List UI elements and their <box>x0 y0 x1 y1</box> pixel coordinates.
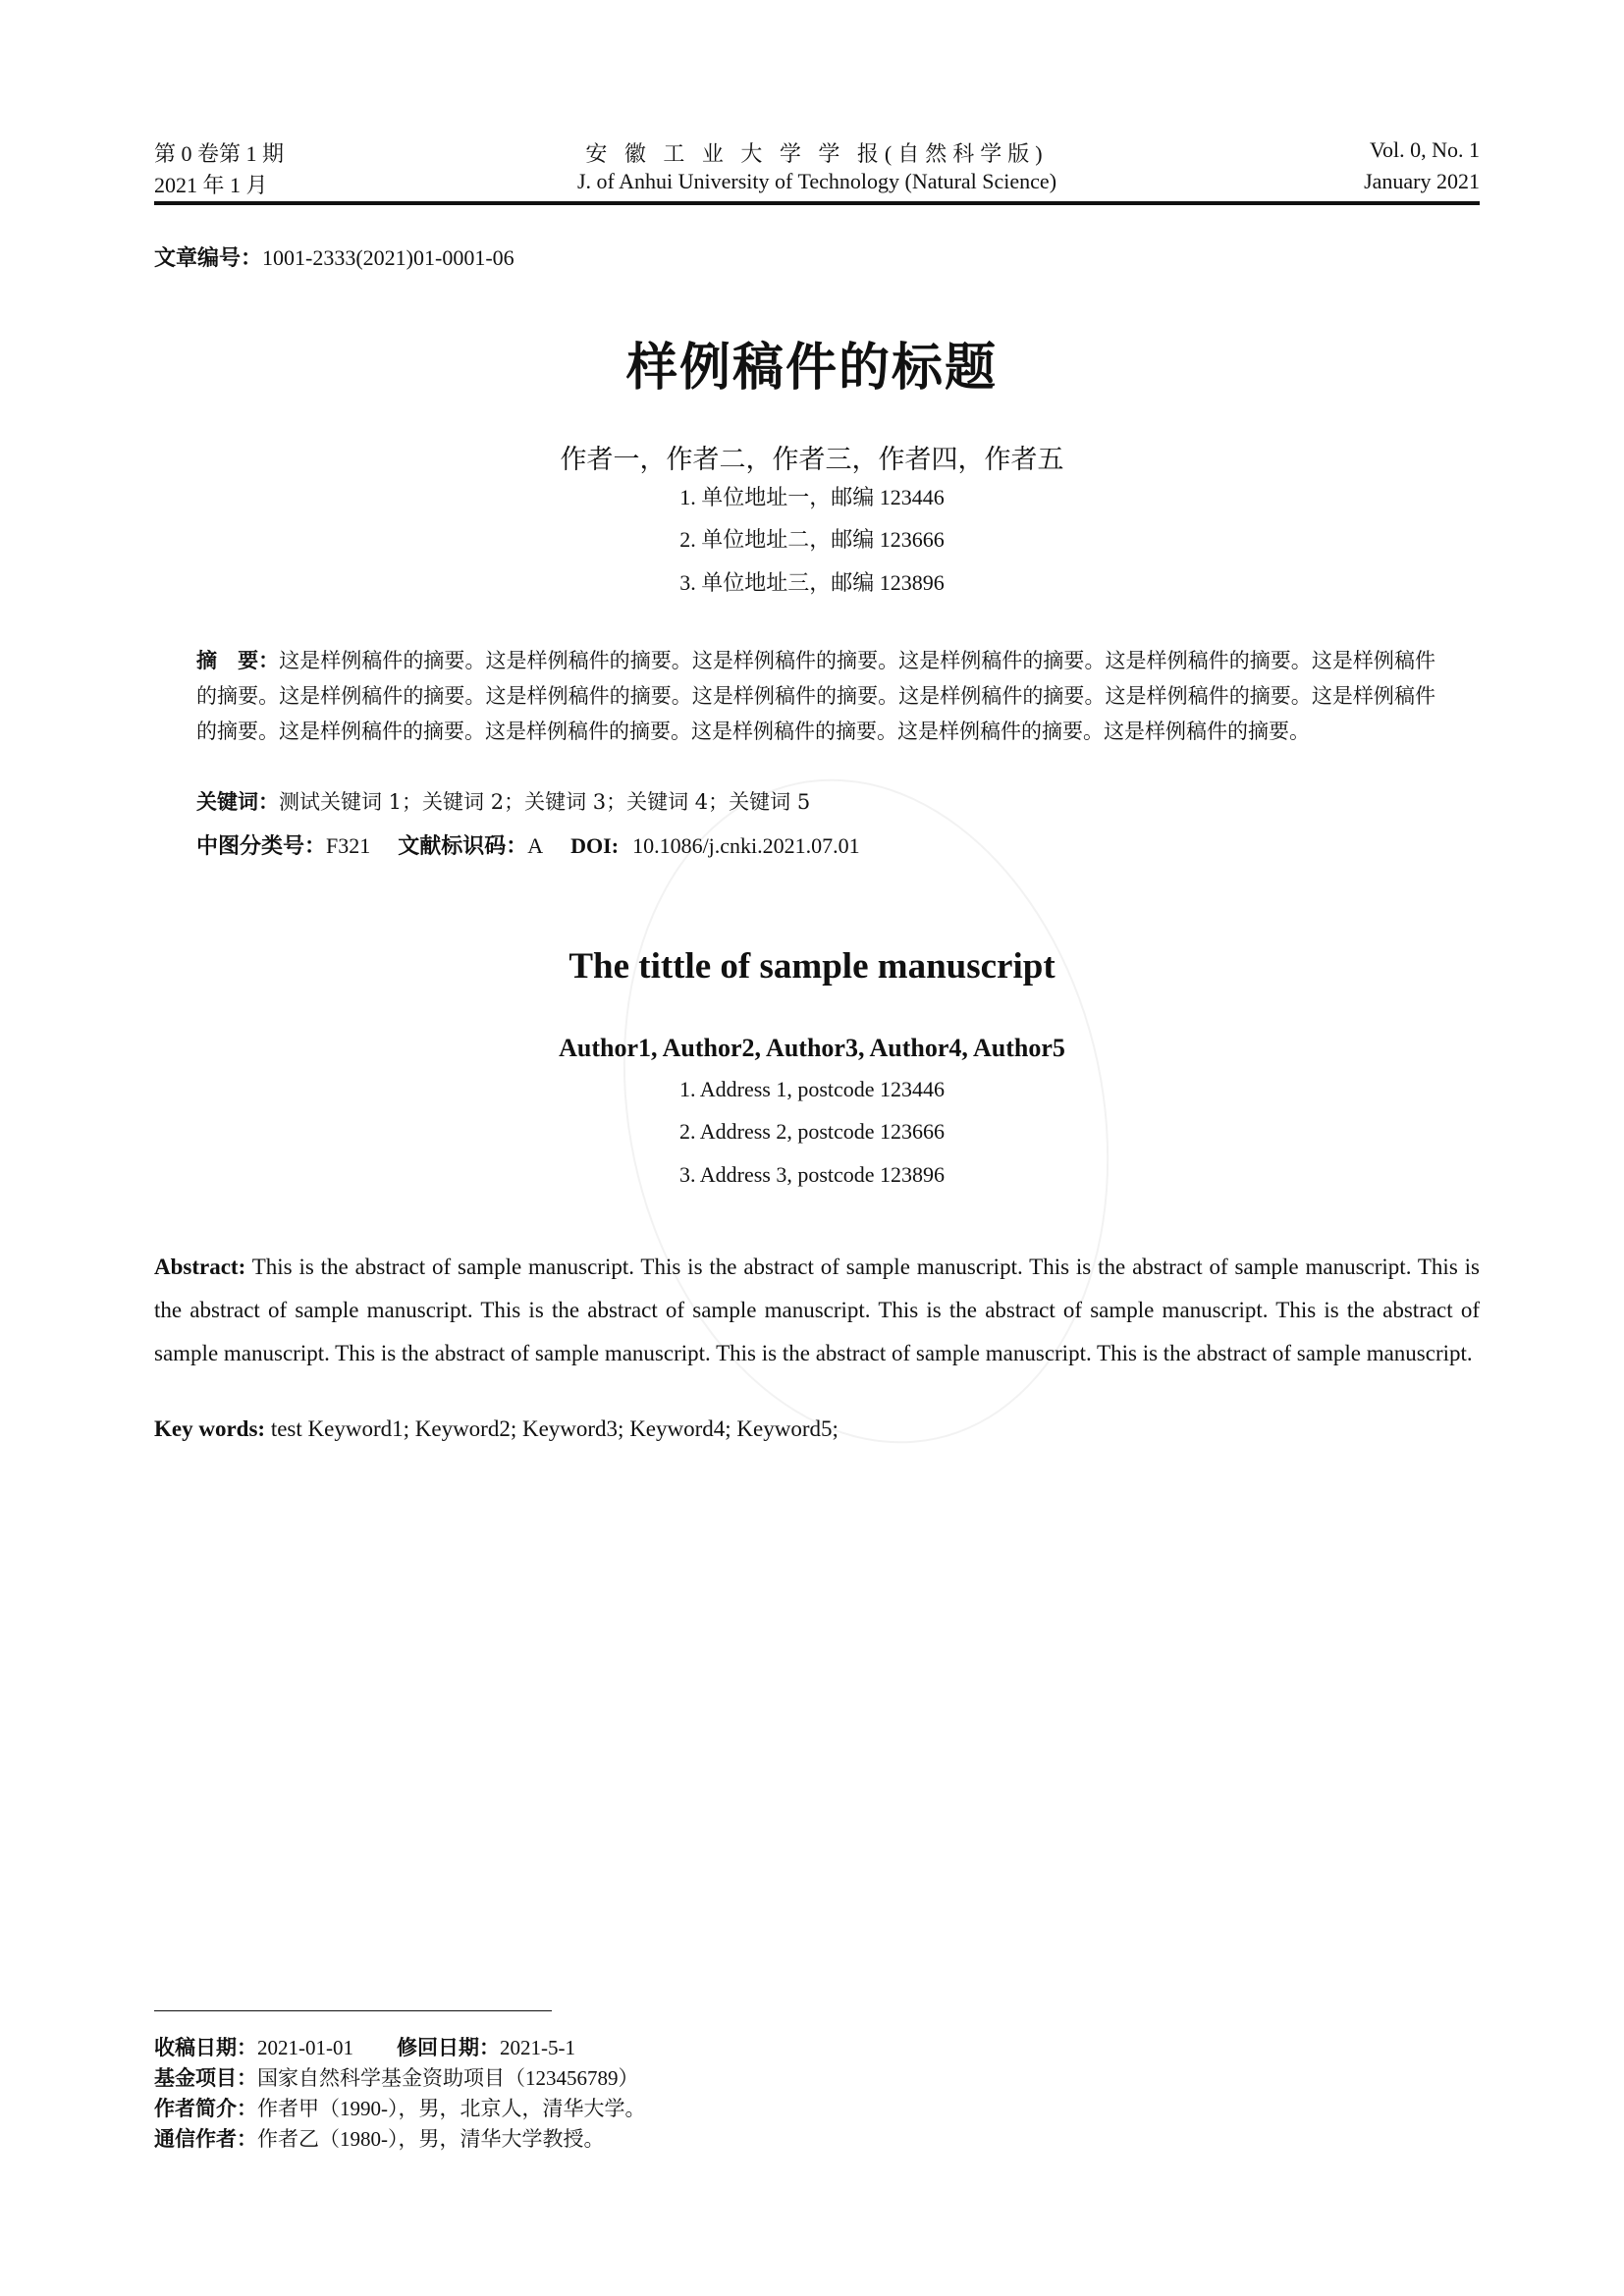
footnote-fund <box>154 2062 639 2092</box>
fund-value: 国家自然科学基金资助项目（123456789） <box>257 2066 639 2090</box>
footnote-corresponding <box>154 2123 605 2153</box>
abstract-en-label: Abstract: <box>154 1255 246 1279</box>
keywords-en <box>154 1416 839 1442</box>
title-en: The tittle of sample manuscript <box>568 946 1056 987</box>
keywords-cn-label: 关键词： <box>196 790 279 814</box>
abstract-en <box>154 1246 1480 1375</box>
corresponding-value: 作者乙（1980-），男，清华大学教授。 <box>257 2127 605 2151</box>
abstract-cn <box>196 643 1435 749</box>
keywords-cn-text: 测试关键词 1；关键词 2；关键词 3；关键词 4；关键词 5 <box>279 790 811 814</box>
received-value: 2021-01-01 <box>257 2036 353 2059</box>
journal-name-en: J. of Anhui University of Technology (Natural Science) <box>576 169 1057 193</box>
authors-cn: 作者一，作者二，作者三，作者四，作者五 <box>560 445 1064 475</box>
abstract-cn-text: 这是样例稿件的摘要。这是样例稿件的摘要。这是样例稿件的摘要。这是样例稿件的摘要。这是样例稿件的摘要。这是样例稿件的摘要。这是样例稿件的摘要。这是样例稿件的摘要。这是样例稿件的摘要。这是样例稿件的摘要。这是样例稿件的摘要。这是样例稿件的摘要。这是样例稿件的摘要。这是样例稿件的摘要。这是样例稿件的摘要。这是样例稿件的摘要。这是样例稿件的摘要。 <box>196 649 1435 743</box>
title-cn: 样例稿件的标题 <box>625 339 998 398</box>
bio-value: 作者甲（1990-），男，北京人，清华大学。 <box>257 2097 646 2120</box>
footnote-dates <box>154 2032 575 2061</box>
keywords-en-text: test Keyword1; Keyword2; Keyword3; Keyword4; Keyword5; <box>270 1416 839 1441</box>
running-header-top <box>154 137 1480 167</box>
affiliation-en-2: 2. Address 2, postcode 123666 <box>678 1119 946 1144</box>
article-number <box>154 241 514 272</box>
keywords-en-label: Key words: <box>154 1416 266 1441</box>
article-number-label: 文章编号： <box>154 245 263 270</box>
volume-issue-cn: 第 0 卷第 1 期 <box>154 141 285 166</box>
footnote-rule <box>154 2010 552 2011</box>
received-label: 收稿日期： <box>154 2036 257 2059</box>
clc-label: 中图分类号： <box>196 834 327 859</box>
abstract-cn-label: 摘 要： <box>196 649 280 672</box>
affiliation-cn-1: 1. 单位地址一，邮编 123446 <box>679 485 945 509</box>
revised-value: 2021-5-1 <box>500 2036 575 2059</box>
volume-issue-en: Vol. 0, No. 1 <box>1369 137 1480 162</box>
keywords-cn <box>196 786 810 816</box>
revised-label: 修回日期： <box>397 2036 500 2059</box>
classification-line <box>196 829 860 860</box>
running-header-bottom <box>154 169 1480 198</box>
fund-label: 基金项目： <box>154 2066 257 2090</box>
article-number-value: 1001-2333(2021)01-0001-06 <box>262 245 514 270</box>
doi-value: 10.1086/j.cnki.2021.07.01 <box>632 833 860 858</box>
abstract-en-text: This is the abstract of sample manuscript. This is the abstract of sample manuscript. This is the abstract of sample manuscript. This is the abstract of sample manuscript. This is the abstract of sample manuscript. This is the abstract of sample manuscript. This is the abstract of sample manuscript. This is the abstract of sample manuscript. This is the abstract of sample manuscript. This is the abstract of sample manuscript. <box>154 1255 1480 1365</box>
doc-code-value: A <box>527 833 544 858</box>
date-cn: 2021 年 1 月 <box>154 173 268 197</box>
header-rule <box>154 201 1480 205</box>
affiliation-en-1: 1. Address 1, postcode 123446 <box>678 1077 946 1101</box>
authors-en: Author1, Author2, Author3, Author4, Author5 <box>559 1034 1065 1062</box>
affiliation-cn-2: 2. 单位地址二，邮编 123666 <box>679 527 945 552</box>
journal-name-cn: 安 徽 工 业 大 学 学 报(自然科学版) <box>585 141 1049 166</box>
clc-value: F321 <box>326 833 371 858</box>
affiliation-en-3: 3. Address 3, postcode 123896 <box>678 1162 946 1187</box>
corresponding-label: 通信作者： <box>154 2127 257 2151</box>
doc-code-label: 文献标识码： <box>398 834 528 859</box>
date-en: January 2021 <box>1364 169 1480 193</box>
bio-label: 作者简介： <box>154 2097 257 2120</box>
affiliation-cn-3: 3. 单位地址三，邮编 123896 <box>679 570 945 595</box>
doi-label: DOI: <box>570 833 620 858</box>
footnote-author-bio <box>154 2093 646 2122</box>
